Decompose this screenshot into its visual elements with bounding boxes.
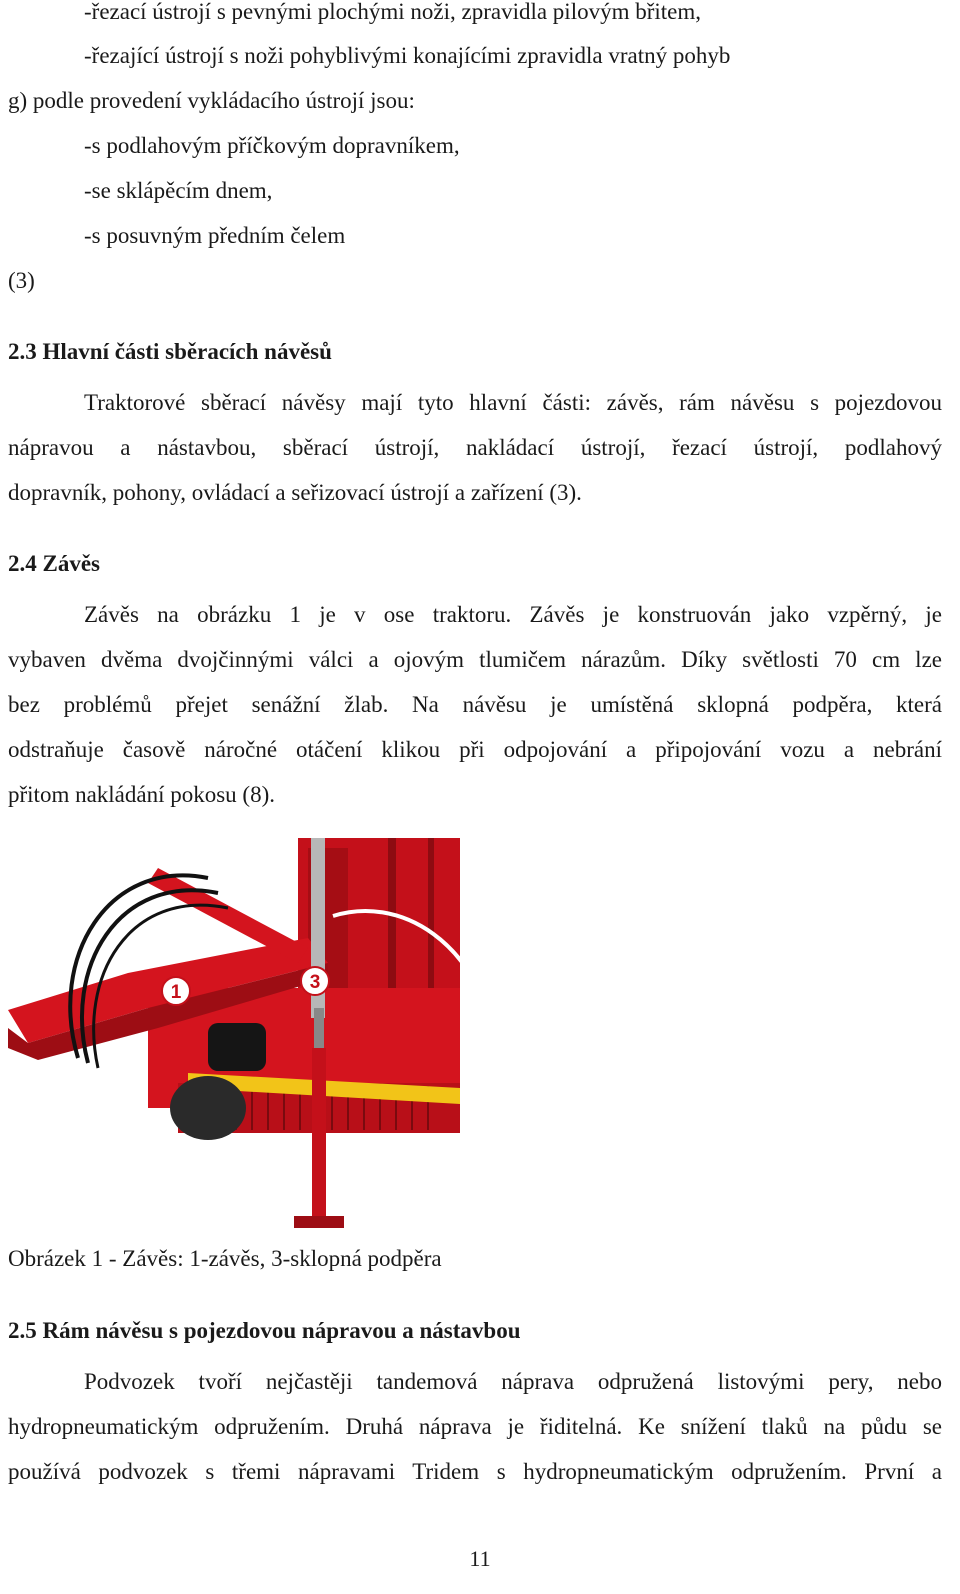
marker-1-label: 1 (170, 982, 182, 1003)
list-item: -řezající ústrojí s noži pohyblivými konajícími zpravidla vratný pohyb (84, 43, 731, 68)
paragraph-line: odstraňuje časově náročné otáčení klikou při odpojování a připojování vozu a nebrání (8, 737, 942, 762)
section-heading: 2.4 Závěs (8, 551, 100, 576)
figure-caption: Obrázek 1 - Závěs: 1-závěs, 3-sklopná podpěra (8, 1246, 442, 1271)
list-intro: g) podle provedení vykládacího ústrojí jsou: (8, 88, 415, 113)
section-heading: 2.3 Hlavní části sběracích návěsů (8, 339, 332, 364)
list-item: -řezací ústrojí s pevnými plochými noži, zpravidla pilovým břitem, (84, 0, 702, 24)
citation: (3) (8, 268, 35, 293)
paragraph-line: vybaven dvěma dvojčinnými válci a ojovým tlumičem nárazům. Díky světlosti 70 cm lze (8, 647, 942, 672)
list-item: -se sklápěcím dnem, (84, 178, 273, 203)
section-heading: 2.5 Rám návěsu s pojezdovou nápravou a nástavbou (8, 1318, 521, 1343)
paragraph-line: používá podvozek s třemi nápravami Tridem s hydropneumatickým odpružením. První a (8, 1459, 942, 1484)
paragraph-line: bez problémů přejet senážní žlab. Na návěsu je umístěná sklopná podpěra, která (8, 692, 942, 717)
paragraph-line: Podvozek tvoří nejčastěji tandemová náprava odpružená listovými pery, nebo (84, 1369, 942, 1394)
list-item: -s posuvným předním čelem (84, 223, 346, 248)
paragraph-line: nápravou a nástavbou, sběrací ústrojí, nakládací ústrojí, řezací ústrojí, podlahový (8, 435, 942, 460)
paragraph-line: dopravník, pohony, ovládací a seřizovací ústrojí a zařízení (3). (8, 480, 582, 505)
list-item: -s podlahovým příčkovým dopravníkem, (84, 133, 460, 158)
paragraph-line: hydropneumatickým odpružením. Druhá náprava je řiditelná. Ke snížení tlaků na půdu se (8, 1414, 942, 1439)
paragraph-line: přitom nakládání pokosu (8). (8, 782, 276, 807)
paragraph-line: Traktorové sběrací návěsy mají tyto hlavní části: závěs, rám návěsu s pojezdovou (84, 390, 942, 415)
hitch-photo (8, 838, 460, 1248)
paragraph-line: Závěs na obrázku 1 je v ose traktoru. Závěs je konstruován jako vzpěrný, je (84, 602, 942, 627)
page-number: 11 (469, 1546, 491, 1571)
marker-3-label: 3 (309, 972, 321, 993)
